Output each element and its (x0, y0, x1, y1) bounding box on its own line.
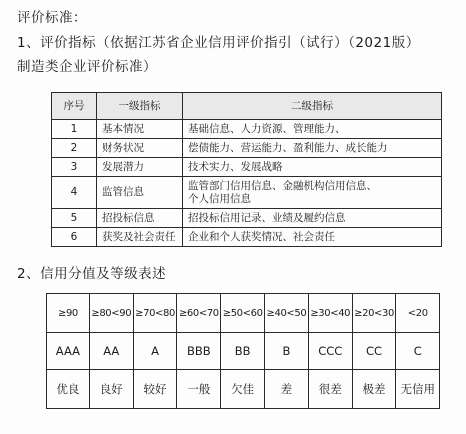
page-title: 评价标准： (17, 10, 87, 26)
grade-description-cell: 良好 (89, 370, 133, 409)
score-range-row (47, 294, 440, 333)
table-row (52, 209, 442, 228)
row-number: 6 (52, 228, 97, 247)
secondary-indicator: 基础信息、人力资源、管理能力、 (183, 120, 442, 139)
primary-indicator: 监管信息 (97, 177, 183, 209)
grade-description-cell: 极差 (352, 370, 396, 409)
grade-cell: B (265, 333, 309, 370)
score-range-cell: ≥60<70 (177, 294, 221, 333)
secondary-indicator-line: 监管部门信用信息、金融机构信用信息、 (188, 179, 377, 192)
secondary-indicator: 偿债能力、营运能力、盈利能力、成长能力 (183, 139, 442, 158)
grade-description-cell: 一般 (177, 370, 221, 409)
table-row (52, 139, 442, 158)
score-range-cell: ≥70<80 (133, 294, 177, 333)
primary-indicator: 发展潜力 (97, 158, 183, 177)
primary-indicator: 获奖及社会责任 (97, 228, 183, 247)
section1-heading-continued: 制造类企业评价标准） (17, 59, 157, 75)
table-row (52, 120, 442, 139)
primary-indicator: 招投标信息 (97, 209, 183, 228)
score-range-cell: ≥20<30 (352, 294, 396, 333)
section1-heading: 1、评价指标（依据江苏省企业信用评价指引（试行）（2021版） (17, 35, 420, 51)
score-range-cell: ≥80<90 (89, 294, 133, 333)
grade-cell: AAA (47, 333, 90, 370)
primary-indicator: 财务状况 (97, 139, 183, 158)
column-header-no: 序号 (52, 93, 97, 120)
row-number: 5 (52, 209, 97, 228)
credit-grade-table (46, 293, 440, 409)
grade-cell: BBB (177, 333, 221, 370)
row-number: 1 (52, 120, 97, 139)
row-number: 2 (52, 139, 97, 158)
grade-cell: C (396, 333, 440, 370)
table-row (52, 228, 442, 247)
row-number: 3 (52, 158, 97, 177)
score-range-cell: ≥30<40 (308, 294, 352, 333)
grade-cell: CC (352, 333, 396, 370)
score-range-cell: ≥40<50 (265, 294, 309, 333)
grade-description-cell: 欠佳 (221, 370, 265, 409)
score-range-cell: <20 (396, 294, 440, 333)
table-row (52, 158, 442, 177)
grade-description-row (47, 370, 440, 409)
column-header-primary: 一级指标 (97, 93, 183, 120)
column-header-secondary: 二级指标 (183, 93, 442, 120)
table-header-row (52, 93, 442, 120)
grade-description-cell: 无信用 (396, 370, 440, 409)
secondary-indicator-line: 个人信用信息 (188, 192, 251, 205)
grade-description-cell: 较好 (133, 370, 177, 409)
grade-description-cell: 很差 (308, 370, 352, 409)
secondary-indicator: 技术实力、发展战略 (183, 158, 442, 177)
section2-heading: 2、信用分值及等级表述 (17, 266, 167, 282)
grade-row (47, 333, 440, 370)
grade-description-cell: 差 (265, 370, 309, 409)
grade-cell: A (133, 333, 177, 370)
secondary-indicator (183, 177, 442, 209)
secondary-indicator: 企业和个人获奖情况、社会责任 (183, 228, 442, 247)
score-range-cell: ≥90 (47, 294, 90, 333)
primary-indicator: 基本情况 (97, 120, 183, 139)
grade-cell: BB (221, 333, 265, 370)
table-row (52, 177, 442, 209)
indicator-table (51, 92, 442, 247)
grade-cell: AA (89, 333, 133, 370)
score-range-cell: ≥50<60 (221, 294, 265, 333)
grade-description-cell: 优良 (47, 370, 90, 409)
secondary-indicator: 招投标信用记录、业绩及履约信息 (183, 209, 442, 228)
row-number: 4 (52, 177, 97, 209)
grade-cell: CCC (308, 333, 352, 370)
